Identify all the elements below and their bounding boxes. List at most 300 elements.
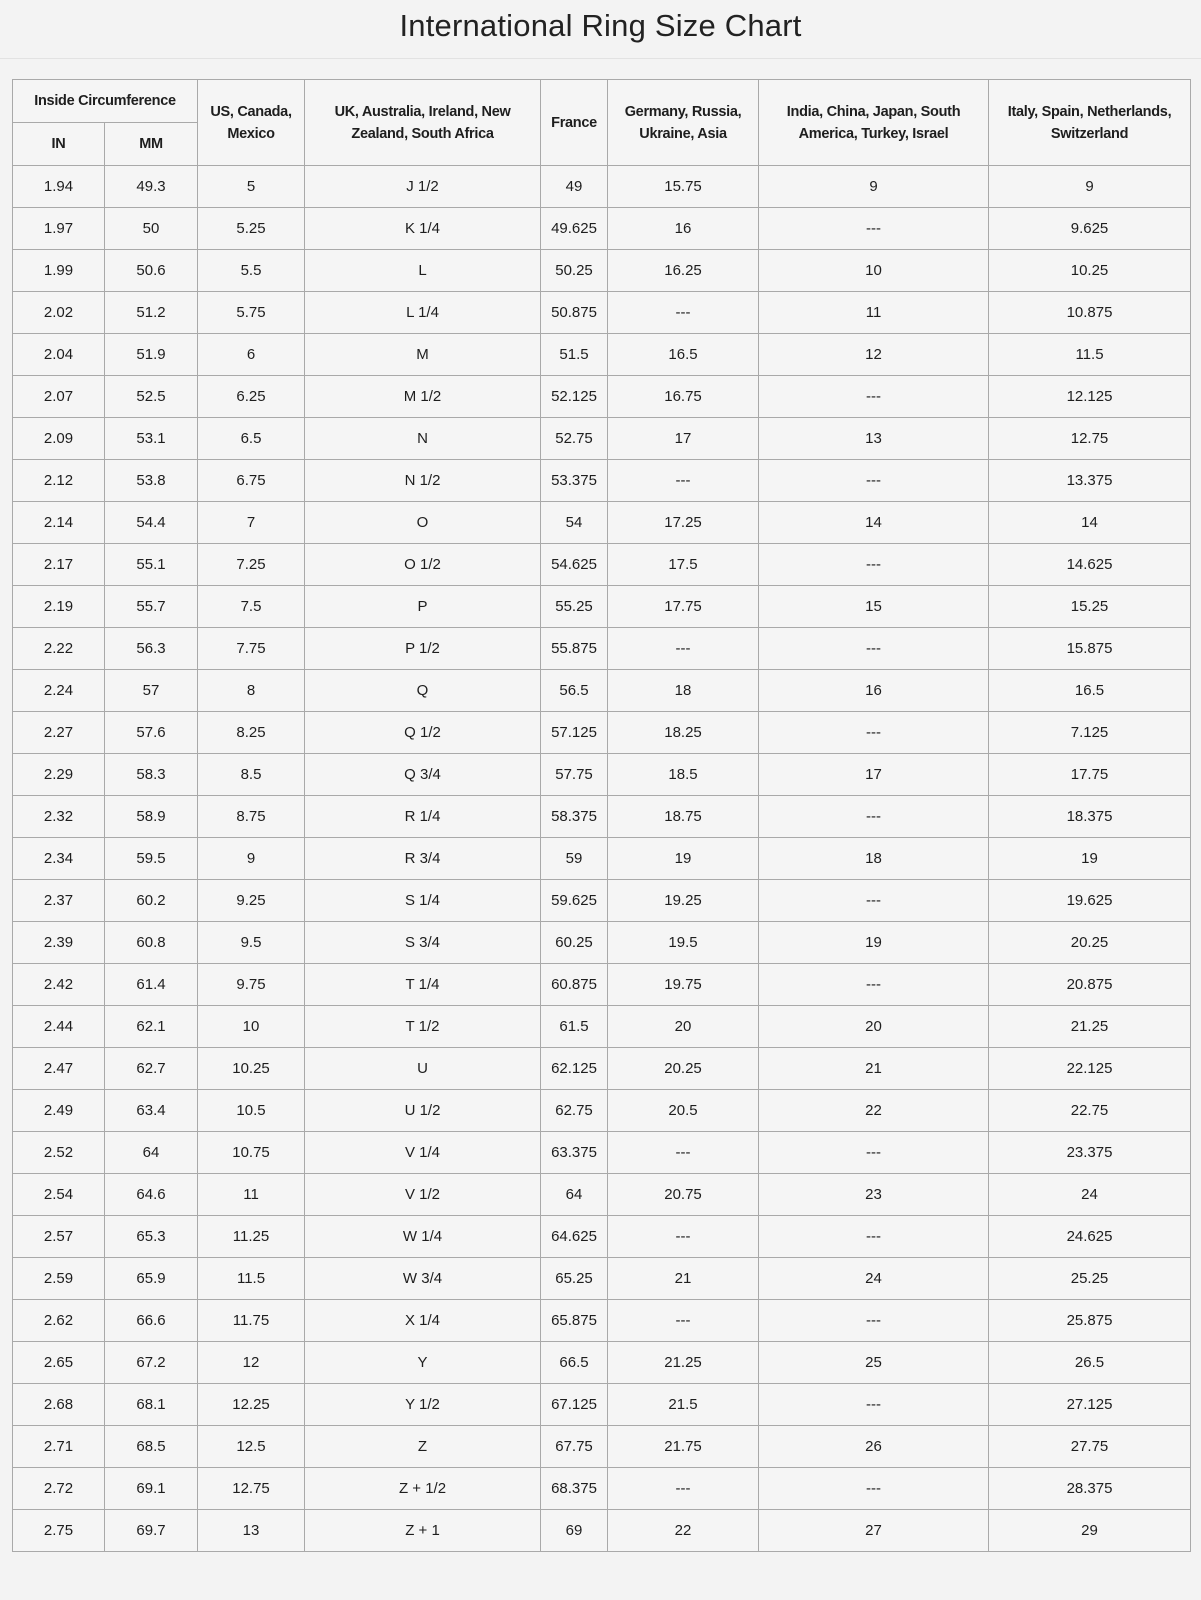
germany-cell: 18.5 xyxy=(608,754,759,796)
uk-cell: O 1/2 xyxy=(305,544,541,586)
millimeters-header: MM xyxy=(105,123,198,166)
in-cell: 2.14 xyxy=(13,502,105,544)
mm-cell: 58.3 xyxy=(105,754,198,796)
france-cell: 67.125 xyxy=(541,1384,608,1426)
in-cell: 2.02 xyxy=(13,292,105,334)
india-cell: 19 xyxy=(759,922,989,964)
us-cell: 12 xyxy=(198,1342,305,1384)
us-cell: 11.5 xyxy=(198,1258,305,1300)
italy-cell: 21.25 xyxy=(989,1006,1191,1048)
mm-cell: 55.7 xyxy=(105,586,198,628)
italy-cell: 18.375 xyxy=(989,796,1191,838)
mm-cell: 66.6 xyxy=(105,1300,198,1342)
us-cell: 5.75 xyxy=(198,292,305,334)
in-cell: 2.42 xyxy=(13,964,105,1006)
mm-cell: 62.7 xyxy=(105,1048,198,1090)
in-cell: 2.27 xyxy=(13,712,105,754)
table-header xyxy=(13,80,1191,166)
table-row xyxy=(13,208,1191,250)
france-cell: 68.375 xyxy=(541,1468,608,1510)
germany-cell: 17 xyxy=(608,418,759,460)
germany-cell: 20.25 xyxy=(608,1048,759,1090)
france-cell: 49.625 xyxy=(541,208,608,250)
in-cell: 2.72 xyxy=(13,1468,105,1510)
uk-cell: Y xyxy=(305,1342,541,1384)
us-cell: 7.25 xyxy=(198,544,305,586)
france-cell: 52.75 xyxy=(541,418,608,460)
mm-cell: 67.2 xyxy=(105,1342,198,1384)
france-cell: 59 xyxy=(541,838,608,880)
france-cell: 57.125 xyxy=(541,712,608,754)
france-cell: 63.375 xyxy=(541,1132,608,1174)
germany-cell: 17.5 xyxy=(608,544,759,586)
mm-cell: 54.4 xyxy=(105,502,198,544)
germany-cell: 16 xyxy=(608,208,759,250)
mm-cell: 55.1 xyxy=(105,544,198,586)
france-cell: 60.875 xyxy=(541,964,608,1006)
table-row xyxy=(13,1510,1191,1552)
india-cell: 10 xyxy=(759,250,989,292)
uk-cell: Z + 1 xyxy=(305,1510,541,1552)
table-row xyxy=(13,250,1191,292)
germany-cell: 16.75 xyxy=(608,376,759,418)
in-cell: 2.47 xyxy=(13,1048,105,1090)
italy-cell: 20.875 xyxy=(989,964,1191,1006)
france-cell: 67.75 xyxy=(541,1426,608,1468)
in-cell: 2.59 xyxy=(13,1258,105,1300)
france-cell: 56.5 xyxy=(541,670,608,712)
uk-cell: T 1/2 xyxy=(305,1006,541,1048)
table-row xyxy=(13,1174,1191,1216)
us-cell: 8.25 xyxy=(198,712,305,754)
table-row xyxy=(13,292,1191,334)
mm-cell: 68.5 xyxy=(105,1426,198,1468)
page-title: International Ring Size Chart xyxy=(399,8,802,43)
uk-cell: Q 3/4 xyxy=(305,754,541,796)
table-row xyxy=(13,670,1191,712)
italy-cell: 24 xyxy=(989,1174,1191,1216)
in-cell: 2.32 xyxy=(13,796,105,838)
us-cell: 7.75 xyxy=(198,628,305,670)
germany-cell: 19.75 xyxy=(608,964,759,1006)
italy-cell: 14.625 xyxy=(989,544,1191,586)
india-cell: 15 xyxy=(759,586,989,628)
uk-cell: N xyxy=(305,418,541,460)
in-cell: 2.19 xyxy=(13,586,105,628)
india-cell: 26 xyxy=(759,1426,989,1468)
in-cell: 2.62 xyxy=(13,1300,105,1342)
table-row xyxy=(13,1132,1191,1174)
mm-cell: 57 xyxy=(105,670,198,712)
uk-cell: R 1/4 xyxy=(305,796,541,838)
table-row xyxy=(13,964,1191,1006)
table-row xyxy=(13,502,1191,544)
uk-cell: K 1/4 xyxy=(305,208,541,250)
germany-russia-header: Germany, Russia, Ukraine, Asia xyxy=(608,80,759,166)
india-cell: 27 xyxy=(759,1510,989,1552)
india-cell: 17 xyxy=(759,754,989,796)
italy-spain-header: Italy, Spain, Netherlands, Switzerland xyxy=(989,80,1191,166)
germany-cell: 21.5 xyxy=(608,1384,759,1426)
mm-cell: 59.5 xyxy=(105,838,198,880)
india-cell: 21 xyxy=(759,1048,989,1090)
uk-cell: S 1/4 xyxy=(305,880,541,922)
italy-cell: 22.125 xyxy=(989,1048,1191,1090)
germany-cell: --- xyxy=(608,1132,759,1174)
germany-cell: 21 xyxy=(608,1258,759,1300)
france-cell: 50.875 xyxy=(541,292,608,334)
germany-cell: 20.5 xyxy=(608,1090,759,1132)
uk-cell: L xyxy=(305,250,541,292)
uk-cell: R 3/4 xyxy=(305,838,541,880)
italy-cell: 12.125 xyxy=(989,376,1191,418)
germany-cell: 16.5 xyxy=(608,334,759,376)
india-cell: --- xyxy=(759,1300,989,1342)
in-cell: 2.71 xyxy=(13,1426,105,1468)
table-row xyxy=(13,754,1191,796)
table-row xyxy=(13,922,1191,964)
in-cell: 2.75 xyxy=(13,1510,105,1552)
uk-cell: P 1/2 xyxy=(305,628,541,670)
us-canada-mexico-header: US, Canada, Mexico xyxy=(198,80,305,166)
table-row xyxy=(13,544,1191,586)
uk-cell: V 1/4 xyxy=(305,1132,541,1174)
india-cell: 23 xyxy=(759,1174,989,1216)
us-cell: 10.25 xyxy=(198,1048,305,1090)
in-cell: 2.52 xyxy=(13,1132,105,1174)
table-row xyxy=(13,1426,1191,1468)
india-cell: --- xyxy=(759,628,989,670)
italy-cell: 12.75 xyxy=(989,418,1191,460)
table-row xyxy=(13,586,1191,628)
uk-cell: Q 1/2 xyxy=(305,712,541,754)
germany-cell: 16.25 xyxy=(608,250,759,292)
india-cell: 11 xyxy=(759,292,989,334)
india-cell: 20 xyxy=(759,1006,989,1048)
germany-cell: 17.25 xyxy=(608,502,759,544)
italy-cell: 9 xyxy=(989,166,1191,208)
mm-cell: 65.3 xyxy=(105,1216,198,1258)
italy-cell: 15.875 xyxy=(989,628,1191,670)
mm-cell: 50 xyxy=(105,208,198,250)
france-cell: 51.5 xyxy=(541,334,608,376)
table-row xyxy=(13,796,1191,838)
italy-cell: 7.125 xyxy=(989,712,1191,754)
us-cell: 5.25 xyxy=(198,208,305,250)
us-cell: 5 xyxy=(198,166,305,208)
germany-cell: 20 xyxy=(608,1006,759,1048)
mm-cell: 51.2 xyxy=(105,292,198,334)
mm-cell: 69.1 xyxy=(105,1468,198,1510)
italy-cell: 9.625 xyxy=(989,208,1191,250)
india-cell: 9 xyxy=(759,166,989,208)
italy-cell: 27.75 xyxy=(989,1426,1191,1468)
table-row xyxy=(13,880,1191,922)
uk-cell: Q xyxy=(305,670,541,712)
in-cell: 2.04 xyxy=(13,334,105,376)
table-row xyxy=(13,712,1191,754)
table-row xyxy=(13,1006,1191,1048)
table-row xyxy=(13,1468,1191,1510)
france-cell: 57.75 xyxy=(541,754,608,796)
uk-cell: Y 1/2 xyxy=(305,1384,541,1426)
italy-cell: 14 xyxy=(989,502,1191,544)
table-row xyxy=(13,376,1191,418)
india-china-japan-header: India, China, Japan, South America, Turkey, Israel xyxy=(759,80,989,166)
table-row xyxy=(13,1384,1191,1426)
uk-cell: N 1/2 xyxy=(305,460,541,502)
table-row xyxy=(13,1048,1191,1090)
france-cell: 65.875 xyxy=(541,1300,608,1342)
us-cell: 11.75 xyxy=(198,1300,305,1342)
germany-cell: --- xyxy=(608,1216,759,1258)
uk-cell: S 3/4 xyxy=(305,922,541,964)
us-cell: 11 xyxy=(198,1174,305,1216)
us-cell: 13 xyxy=(198,1510,305,1552)
france-header: France xyxy=(541,80,608,166)
france-cell: 49 xyxy=(541,166,608,208)
title-divider xyxy=(0,58,1201,59)
france-cell: 55.25 xyxy=(541,586,608,628)
india-cell: --- xyxy=(759,1384,989,1426)
france-cell: 54 xyxy=(541,502,608,544)
in-cell: 1.97 xyxy=(13,208,105,250)
mm-cell: 62.1 xyxy=(105,1006,198,1048)
in-cell: 2.34 xyxy=(13,838,105,880)
uk-cell: L 1/4 xyxy=(305,292,541,334)
mm-cell: 53.1 xyxy=(105,418,198,460)
mm-cell: 63.4 xyxy=(105,1090,198,1132)
table-body xyxy=(13,166,1191,1552)
table-row xyxy=(13,838,1191,880)
france-cell: 59.625 xyxy=(541,880,608,922)
us-cell: 7 xyxy=(198,502,305,544)
uk-cell: W 1/4 xyxy=(305,1216,541,1258)
italy-cell: 26.5 xyxy=(989,1342,1191,1384)
india-cell: --- xyxy=(759,1132,989,1174)
germany-cell: --- xyxy=(608,292,759,334)
italy-cell: 23.375 xyxy=(989,1132,1191,1174)
us-cell: 9.5 xyxy=(198,922,305,964)
italy-cell: 16.5 xyxy=(989,670,1191,712)
mm-cell: 60.2 xyxy=(105,880,198,922)
us-cell: 10 xyxy=(198,1006,305,1048)
table-row xyxy=(13,460,1191,502)
mm-cell: 56.3 xyxy=(105,628,198,670)
italy-cell: 28.375 xyxy=(989,1468,1191,1510)
france-cell: 66.5 xyxy=(541,1342,608,1384)
in-cell: 2.39 xyxy=(13,922,105,964)
france-cell: 60.25 xyxy=(541,922,608,964)
uk-cell: M xyxy=(305,334,541,376)
italy-cell: 20.25 xyxy=(989,922,1191,964)
france-cell: 69 xyxy=(541,1510,608,1552)
india-cell: 24 xyxy=(759,1258,989,1300)
france-cell: 54.625 xyxy=(541,544,608,586)
us-cell: 12.5 xyxy=(198,1426,305,1468)
table-row xyxy=(13,1090,1191,1132)
uk-cell: V 1/2 xyxy=(305,1174,541,1216)
italy-cell: 17.75 xyxy=(989,754,1191,796)
germany-cell: 19 xyxy=(608,838,759,880)
uk-cell: O xyxy=(305,502,541,544)
india-cell: 16 xyxy=(759,670,989,712)
india-cell: --- xyxy=(759,460,989,502)
table-row xyxy=(13,334,1191,376)
india-cell: 22 xyxy=(759,1090,989,1132)
italy-cell: 13.375 xyxy=(989,460,1191,502)
france-cell: 61.5 xyxy=(541,1006,608,1048)
uk-australia-header: UK, Australia, Ireland, New Zealand, South Africa xyxy=(305,80,541,166)
table-row xyxy=(13,1258,1191,1300)
france-cell: 58.375 xyxy=(541,796,608,838)
in-cell: 2.07 xyxy=(13,376,105,418)
germany-cell: 19.25 xyxy=(608,880,759,922)
germany-cell: 21.25 xyxy=(608,1342,759,1384)
us-cell: 7.5 xyxy=(198,586,305,628)
in-cell: 2.44 xyxy=(13,1006,105,1048)
germany-cell: 21.75 xyxy=(608,1426,759,1468)
mm-cell: 64.6 xyxy=(105,1174,198,1216)
in-cell: 2.17 xyxy=(13,544,105,586)
germany-cell: 22 xyxy=(608,1510,759,1552)
italy-cell: 11.5 xyxy=(989,334,1191,376)
italy-cell: 27.125 xyxy=(989,1384,1191,1426)
italy-cell: 19.625 xyxy=(989,880,1191,922)
us-cell: 11.25 xyxy=(198,1216,305,1258)
in-cell: 2.54 xyxy=(13,1174,105,1216)
us-cell: 6 xyxy=(198,334,305,376)
india-cell: 13 xyxy=(759,418,989,460)
us-cell: 12.25 xyxy=(198,1384,305,1426)
india-cell: --- xyxy=(759,544,989,586)
india-cell: --- xyxy=(759,880,989,922)
mm-cell: 68.1 xyxy=(105,1384,198,1426)
table-row xyxy=(13,166,1191,208)
mm-cell: 65.9 xyxy=(105,1258,198,1300)
italy-cell: 25.25 xyxy=(989,1258,1191,1300)
germany-cell: 15.75 xyxy=(608,166,759,208)
france-cell: 50.25 xyxy=(541,250,608,292)
table-row xyxy=(13,418,1191,460)
france-cell: 65.25 xyxy=(541,1258,608,1300)
india-cell: --- xyxy=(759,1216,989,1258)
india-cell: 12 xyxy=(759,334,989,376)
us-cell: 9.25 xyxy=(198,880,305,922)
table-row xyxy=(13,628,1191,670)
france-cell: 53.375 xyxy=(541,460,608,502)
france-cell: 62.125 xyxy=(541,1048,608,1090)
india-cell: --- xyxy=(759,964,989,1006)
france-cell: 55.875 xyxy=(541,628,608,670)
mm-cell: 60.8 xyxy=(105,922,198,964)
italy-cell: 29 xyxy=(989,1510,1191,1552)
us-cell: 10.75 xyxy=(198,1132,305,1174)
in-cell: 2.49 xyxy=(13,1090,105,1132)
in-cell: 2.22 xyxy=(13,628,105,670)
us-cell: 10.5 xyxy=(198,1090,305,1132)
mm-cell: 58.9 xyxy=(105,796,198,838)
germany-cell: 17.75 xyxy=(608,586,759,628)
india-cell: 14 xyxy=(759,502,989,544)
ring-size-table xyxy=(12,79,1191,1552)
italy-cell: 10.25 xyxy=(989,250,1191,292)
us-cell: 5.5 xyxy=(198,250,305,292)
us-cell: 9.75 xyxy=(198,964,305,1006)
mm-cell: 64 xyxy=(105,1132,198,1174)
germany-cell: --- xyxy=(608,628,759,670)
germany-cell: 20.75 xyxy=(608,1174,759,1216)
in-cell: 2.12 xyxy=(13,460,105,502)
uk-cell: W 3/4 xyxy=(305,1258,541,1300)
italy-cell: 15.25 xyxy=(989,586,1191,628)
mm-cell: 50.6 xyxy=(105,250,198,292)
india-cell: 18 xyxy=(759,838,989,880)
inside-circumference-header: Inside Circumference xyxy=(13,80,198,123)
in-cell: 2.65 xyxy=(13,1342,105,1384)
mm-cell: 52.5 xyxy=(105,376,198,418)
in-cell: 1.94 xyxy=(13,166,105,208)
germany-cell: --- xyxy=(608,460,759,502)
india-cell: --- xyxy=(759,796,989,838)
uk-cell: T 1/4 xyxy=(305,964,541,1006)
uk-cell: Z xyxy=(305,1426,541,1468)
italy-cell: 10.875 xyxy=(989,292,1191,334)
india-cell: --- xyxy=(759,712,989,754)
france-cell: 52.125 xyxy=(541,376,608,418)
germany-cell: 19.5 xyxy=(608,922,759,964)
uk-cell: U xyxy=(305,1048,541,1090)
france-cell: 64 xyxy=(541,1174,608,1216)
mm-cell: 61.4 xyxy=(105,964,198,1006)
italy-cell: 24.625 xyxy=(989,1216,1191,1258)
germany-cell: 18.75 xyxy=(608,796,759,838)
mm-cell: 51.9 xyxy=(105,334,198,376)
table-row xyxy=(13,1216,1191,1258)
germany-cell: 18.25 xyxy=(608,712,759,754)
germany-cell: --- xyxy=(608,1300,759,1342)
uk-cell: U 1/2 xyxy=(305,1090,541,1132)
inches-header: IN xyxy=(13,123,105,166)
mm-cell: 49.3 xyxy=(105,166,198,208)
in-cell: 1.99 xyxy=(13,250,105,292)
india-cell: --- xyxy=(759,208,989,250)
mm-cell: 57.6 xyxy=(105,712,198,754)
india-cell: --- xyxy=(759,376,989,418)
uk-cell: J 1/2 xyxy=(305,166,541,208)
italy-cell: 22.75 xyxy=(989,1090,1191,1132)
india-cell: --- xyxy=(759,1468,989,1510)
us-cell: 8.5 xyxy=(198,754,305,796)
in-cell: 2.68 xyxy=(13,1384,105,1426)
uk-cell: M 1/2 xyxy=(305,376,541,418)
uk-cell: Z + 1/2 xyxy=(305,1468,541,1510)
italy-cell: 25.875 xyxy=(989,1300,1191,1342)
table-row xyxy=(13,1342,1191,1384)
table-row xyxy=(13,1300,1191,1342)
uk-cell: P xyxy=(305,586,541,628)
in-cell: 2.57 xyxy=(13,1216,105,1258)
us-cell: 8.75 xyxy=(198,796,305,838)
in-cell: 2.29 xyxy=(13,754,105,796)
us-cell: 6.5 xyxy=(198,418,305,460)
india-cell: 25 xyxy=(759,1342,989,1384)
mm-cell: 69.7 xyxy=(105,1510,198,1552)
in-cell: 2.24 xyxy=(13,670,105,712)
germany-cell: 18 xyxy=(608,670,759,712)
italy-cell: 19 xyxy=(989,838,1191,880)
mm-cell: 53.8 xyxy=(105,460,198,502)
